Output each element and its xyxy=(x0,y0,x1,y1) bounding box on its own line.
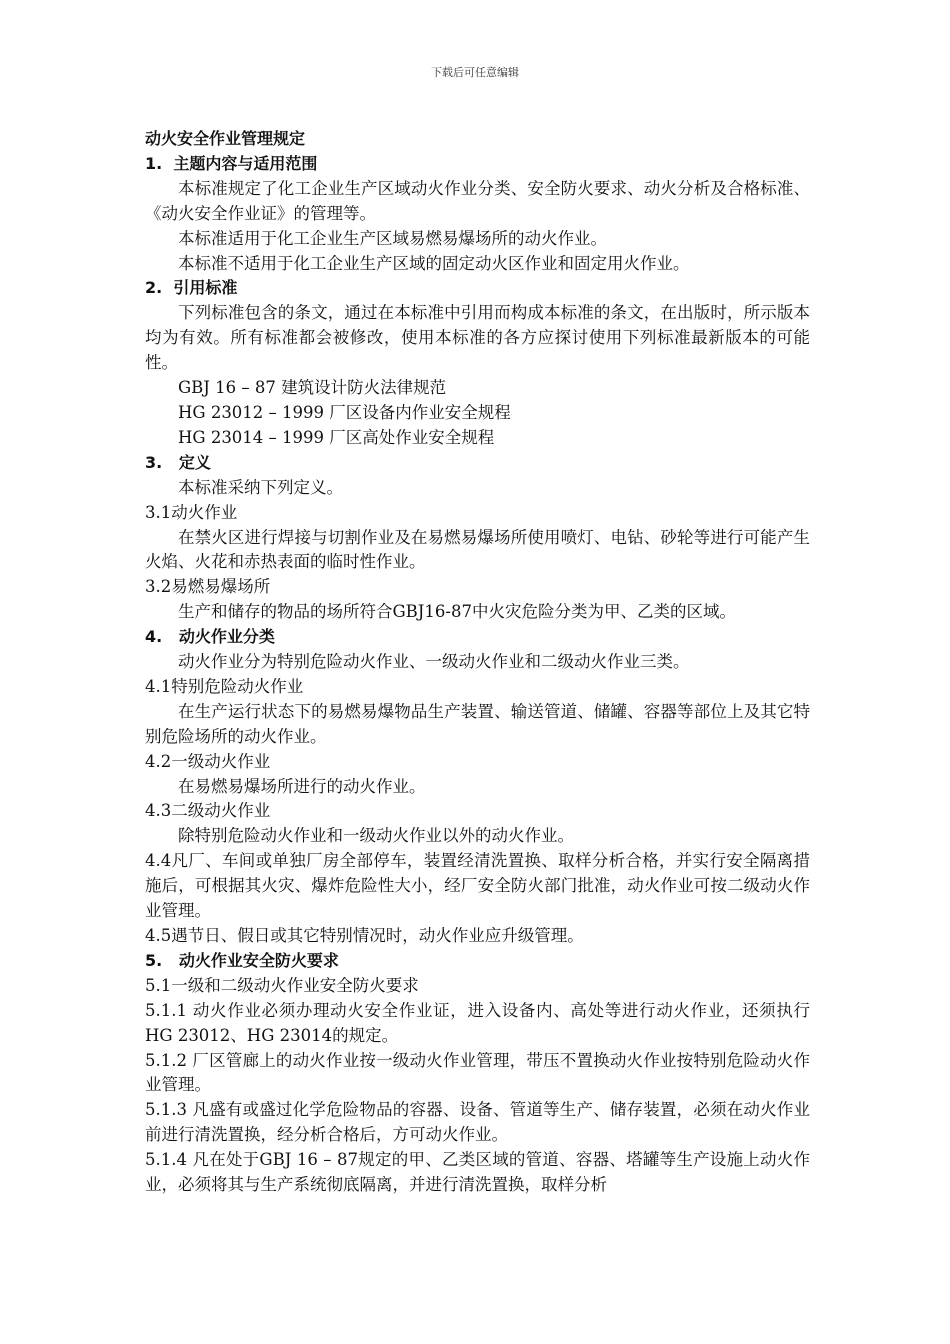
clause-4-4: 4.4凡厂、车间或单独厂房全部停车，装置经清洗置换、取样分析合格，并实行安全隔离措施后，可根据其火灾、爆炸危险性大小，经厂安全防火部门批准，动火作业可按二级动火作业管理。 xyxy=(145,851,810,921)
clause-3-2-text: 生产和储存的物品的场所符合GBJ16-87中火灾危险分类为甲、乙类的区域。 xyxy=(178,602,736,622)
section-3-paragraph-1: 本标准采纳下列定义。 xyxy=(178,477,343,497)
clause-3-1-text: 在禁火区进行焊接与切割作业及在易燃易爆场所使用喷灯、电钻、砂轮等进行可能产生火焰、火花和赤热表面的临时性作业。 xyxy=(145,527,810,572)
clause-4-3-text: 除特别危险动火作业和一级动火作业以外的动火作业。 xyxy=(178,826,574,846)
document-title: 动火安全作业管理规定 xyxy=(145,129,306,148)
clause-5-1-2: 5.1.2 厂区管廊上的动火作业按一级动火作业管理，带压不置换动火作业按特别危险动火作业管理。 xyxy=(145,1050,810,1095)
clause-4-2-title: 4.2一级动火作业 xyxy=(145,751,271,771)
section-2-paragraph-1: 下列标准包含的条文，通过在本标准中引用而构成本标准的条文，在出版时，所示版本均为有效。所有标准都会被修改，使用本标准的各方应探讨使用下列标准最新版本的可能性。 xyxy=(145,303,810,373)
clause-5-1-1: 5.1.1 动火作业必须办理动火安全作业证，进入设备内、高处等进行动火作业，还须执行HG 23012、HG 23014的规定。 xyxy=(145,1000,810,1045)
section-1-paragraph-3: 本标准不适用于化工企业生产区域的固定动火区作业和固定用火作业。 xyxy=(178,253,690,273)
section-4-paragraph-1: 动火作业分为特别危险动火作业、一级动火作业和二级动火作业三类。 xyxy=(178,652,690,672)
section-5-heading: 5. 动火作业安全防火要求 xyxy=(145,950,339,970)
section-2-heading: 2. 引用标准 xyxy=(145,278,238,298)
clause-5-1-title: 5.1一级和二级动火作业安全防火要求 xyxy=(145,975,419,995)
reference-standard-1: GBJ 16 – 87 建筑设计防火法律规范 xyxy=(178,378,447,398)
clause-4-1-title: 4.1特别危险动火作业 xyxy=(145,676,304,696)
section-3-heading: 3. 定义 xyxy=(145,452,211,472)
clause-3-1-title: 3.1动火作业 xyxy=(145,502,238,522)
section-4-heading: 4. 动火作业分类 xyxy=(145,627,275,647)
clause-4-1-text: 在生产运行状态下的易燃易爆物品生产装置、输送管道、储罐、容器等部位上及其它特别危险场所的动火作业。 xyxy=(145,701,810,746)
clause-5-1-3: 5.1.3 凡盛有或盛过化学危险物品的容器、设备、管道等生产、储存装置，必须在动火作业前进行清洗置换，经分析合格后，方可动火作业。 xyxy=(145,1100,810,1145)
clause-5-1-4: 5.1.4 凡在处于GBJ 16 – 87规定的甲、乙类区域的管道、容器、塔罐等生产设施上动火作业，必须将其与生产系统彻底隔离，并进行清洗置换，取样分析 xyxy=(145,1150,810,1195)
clause-4-3-title: 4.3二级动火作业 xyxy=(145,801,271,821)
page-header: 下载后可任意编辑 xyxy=(431,66,519,79)
clause-4-5: 4.5遇节日、假日或其它特别情况时，动火作业应升级管理。 xyxy=(145,926,584,945)
section-1-paragraph-1: 本标准规定了化工企业生产区域动火作业分类、安全防火要求、动火分析及合格标准、《动火安全作业证》的管理等。 xyxy=(145,178,810,223)
clause-3-2-title: 3.2易燃易爆场所 xyxy=(145,577,271,597)
section-1-paragraph-2: 本标准适用于化工企业生产区域易燃易爆场所的动火作业。 xyxy=(178,228,607,248)
reference-standard-2: HG 23012 – 1999 厂区设备内作业安全规程 xyxy=(178,402,511,422)
reference-standard-3: HG 23014 – 1999 厂区高处作业安全规程 xyxy=(178,427,495,447)
section-1-heading: 1. 主题内容与适用范围 xyxy=(145,153,318,173)
clause-4-2-text: 在易燃易爆场所进行的动火作业。 xyxy=(178,776,426,796)
document-body xyxy=(145,127,810,1198)
